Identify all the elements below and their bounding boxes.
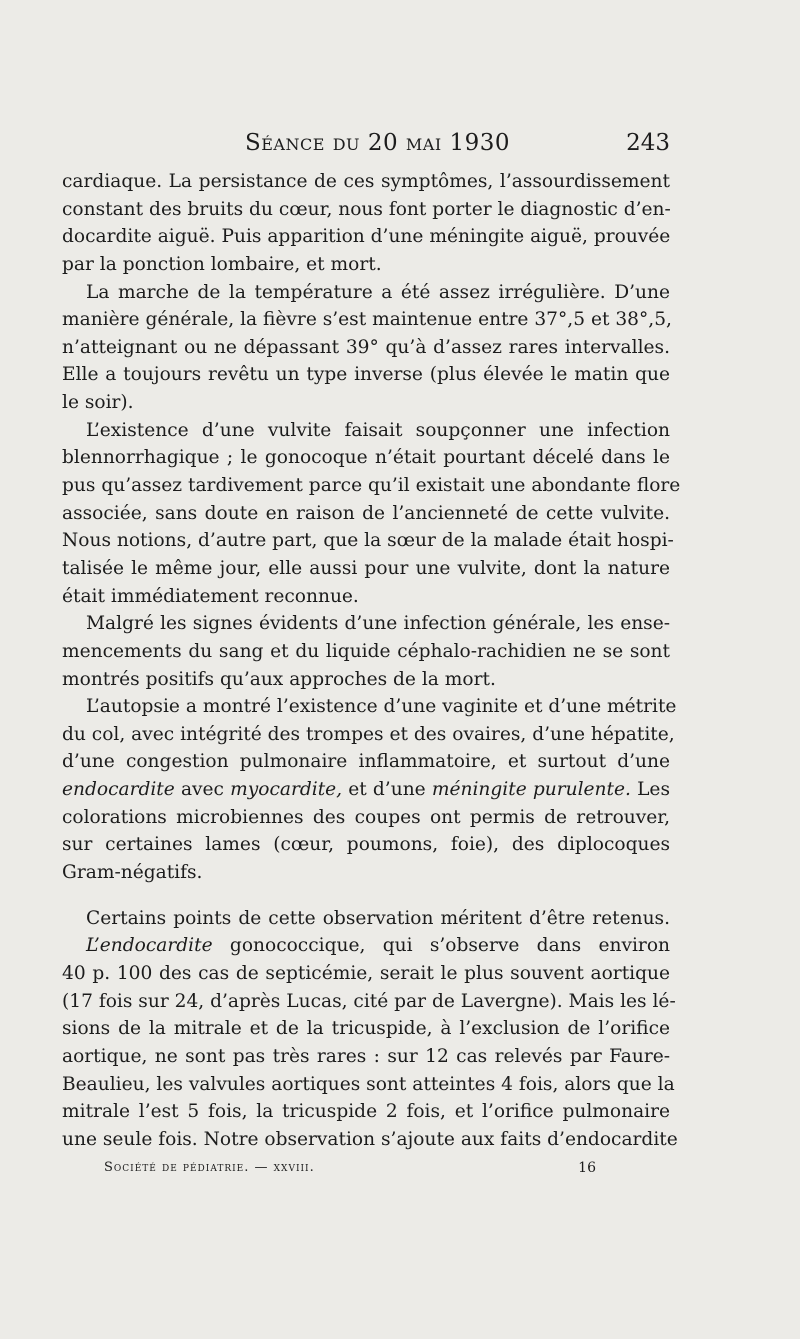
text-line: était immédiatement reconnue. — [62, 585, 359, 607]
text-line: associée, sans doute en raison de l’ancienneté de cette vulvite. — [62, 502, 670, 524]
text-line: L’existence d’une vulvite faisait soupçonner une infection — [86, 419, 670, 441]
text-line: cardiaque. La persistance de ces symptômes, l’assourdissement — [62, 171, 670, 192]
text-line: montrés positifs qu’aux approches de la mort. — [62, 668, 496, 690]
text-line: blennorrhagique ; le gonocoque n’était pourtant décelé dans le — [62, 447, 670, 469]
page-number: 243 — [626, 130, 670, 156]
sheet-number: 16 — [578, 1160, 596, 1176]
header-title: Séance du 20 mai 1930 — [245, 130, 511, 156]
text-line: manière générale, la fièvre s’est maintenue entre 37°,5 et 38°,5, — [62, 309, 672, 331]
text-run: Les — [630, 779, 670, 801]
text-line: docardite aiguë. Puis apparition d’une méningite aiguë, prouvée — [62, 226, 671, 248]
text-line: (17 fois sur 24, d’après Lucas, cité par de Lavergne). Mais les lé- — [62, 990, 676, 1012]
text-line: mitrale l’est 5 fois, la tricuspide 2 fois, et l’orifice pulmonaire — [62, 1101, 670, 1123]
text-line-mixed — [62, 776, 670, 804]
text-line: aortique, ne sont pas très rares : sur 12 cas relevés par Faure- — [62, 1045, 670, 1067]
text-line: Beaulieu, les valvules aortiques sont atteintes 4 fois, alors que la — [62, 1073, 675, 1095]
text-run: et d’une — [342, 779, 432, 801]
text-line: colorations microbiennes des coupes ont permis de retrouver, — [62, 806, 670, 828]
text-line: une seule fois. Notre observation s’ajoute aux faits d’endocardite — [62, 1128, 678, 1150]
body-text — [62, 168, 681, 1153]
text-line: Certains points de cette observation méritent d’être retenus. — [86, 907, 670, 929]
text-line: Elle a toujours revêtu un type inverse (plus élevée le matin que — [62, 364, 670, 386]
text-line: La marche de la température a été assez irrégulière. D’une — [86, 281, 670, 303]
text-line: Nous notions, d’autre part, que la sœur de la malade était hospi- — [62, 530, 674, 552]
italic-term: endocardite — [62, 779, 175, 801]
text-line: le soir). — [62, 392, 134, 414]
text-line: talisée le même jour, elle aussi pour une vulvite, dont la nature — [62, 557, 670, 579]
text-line: sions de la mitrale et de la tricuspide, à l’exclusion de l’orifice — [62, 1018, 670, 1040]
text-line: pus qu’assez tardivement parce qu’il existait une abondante flore — [62, 475, 681, 497]
text-line: sur certaines lames (cœur, poumons, foie), des diplocoques — [62, 834, 670, 856]
text-line: mencements du sang et du liquide céphalo-rachidien ne se sont — [62, 640, 670, 662]
signature-mark: Société de pédiatrie. — xxviii. — [104, 1160, 315, 1175]
text-line: d’une congestion pulmonaire inflammatoire, et surtout d’une — [62, 751, 670, 773]
text-line: n’atteignant ou ne dépassant 39° qu’à d’assez rares intervalles. — [62, 336, 670, 358]
text-line: du col, avec intégrité des trompes et des ovaires, d’une hépatite, — [62, 723, 675, 745]
italic-term: myocardite, — [230, 779, 343, 801]
text-line: Malgré les signes évidents d’une infection générale, les ense- — [86, 613, 670, 635]
text-run: gonococcique, qui s’observe dans environ — [212, 935, 670, 957]
text-line: par la ponction lombaire, et mort. — [62, 253, 382, 275]
text-line: L’autopsie a montré l’existence d’une vaginite et d’une métrite — [86, 696, 677, 718]
italic-term: méningite purulente. — [431, 779, 631, 801]
text-line: Gram-négatifs. — [62, 862, 203, 884]
running-header — [62, 130, 670, 166]
text-line-mixed — [62, 932, 670, 960]
italic-term: L’endocardite — [86, 935, 213, 957]
text-line: 40 p. 100 des cas de septicémie, serait le plus souvent aortique — [62, 962, 670, 984]
text-run: avec — [174, 779, 231, 801]
text-line: constant des bruits du cœur, nous font porter le diagnostic d’en- — [62, 198, 671, 220]
